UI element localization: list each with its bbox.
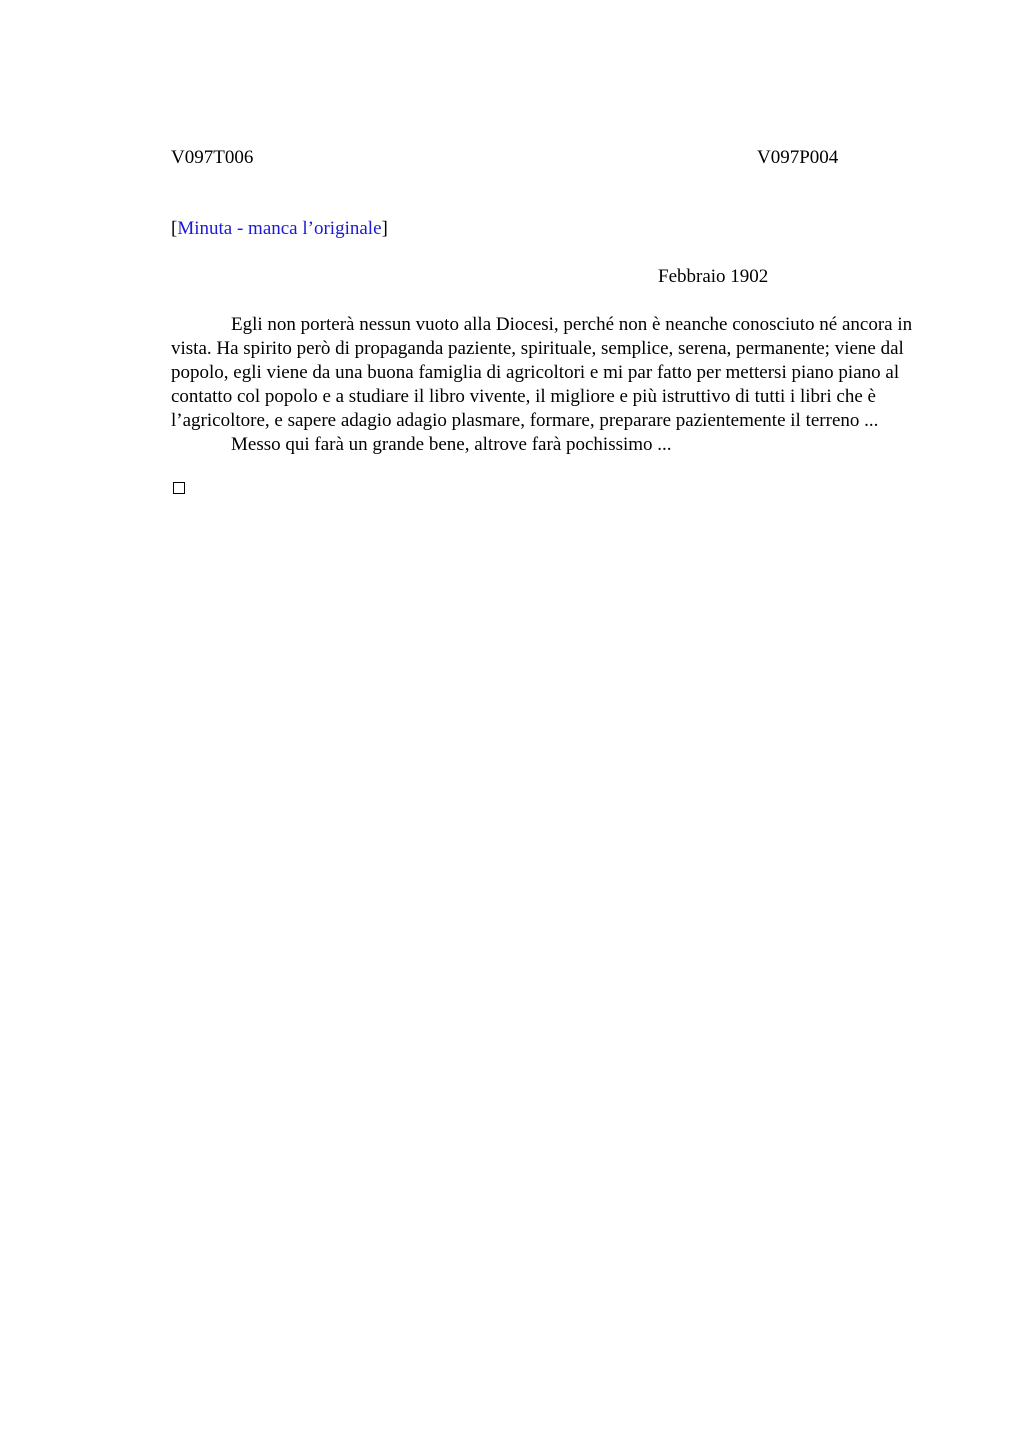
empty-square-icon: [173, 482, 185, 494]
document-code-left: V097T006: [171, 147, 254, 168]
draft-note: [171, 218, 388, 240]
note-open-bracket: [: [171, 218, 178, 239]
document-code-right: V097P004: [757, 147, 839, 168]
body-paragraph-2: Messo qui farà un grande bene, altrove farà pochissimo ...: [231, 434, 672, 455]
note-text: Minuta - manca l’originale: [177, 218, 382, 239]
note-close-bracket: ]: [381, 218, 388, 239]
letter-date: Febbraio 1902: [658, 266, 769, 287]
body-paragraph-1: Egli non porterà nessun vuoto alla Diocesi, perché non è neanche conosciuto né ancora in vista. Ha spirito però di propaganda paziente, spirituale, semplice, serena, permanente; viene dal popolo, egli viene da una buona famiglia di agricoltori e mi par fatto per mettersi piano piano al contatto col popolo e a studiare il libro vivente, il migliore e più istruttivo di tutti i libri che è l’agricoltore, e sapere adagio adagio plasmare, formare, preparare pazientemente il terreno ...: [171, 314, 913, 431]
letter-body: [171, 313, 927, 457]
